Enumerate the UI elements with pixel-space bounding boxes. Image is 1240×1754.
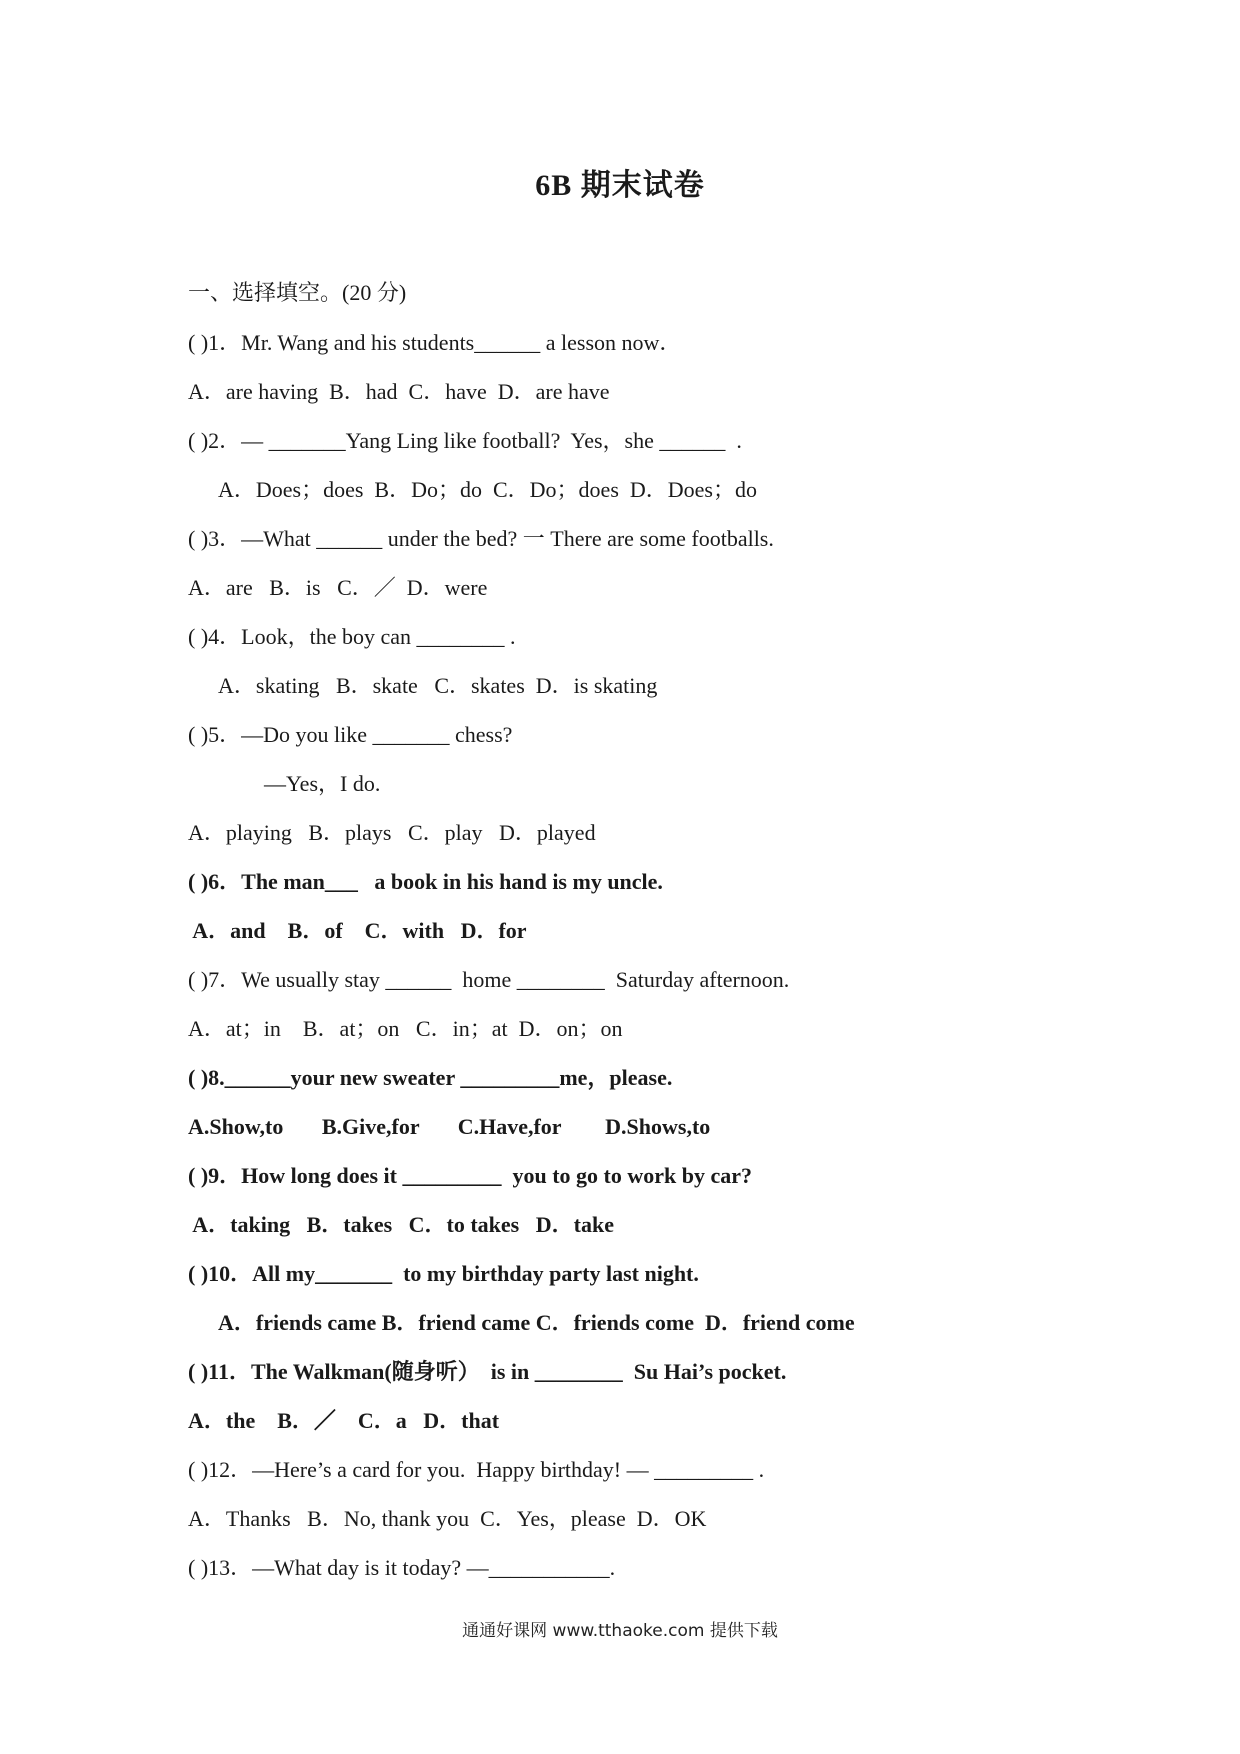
section-heading: 一、选择填空。(20 分)	[188, 280, 407, 305]
exam-content	[188, 268, 1168, 1592]
footer-text: 通通好课网 www.tthaoke.com 提供下载	[462, 1621, 778, 1641]
question-line: ( )2．— _______Yang Ling like football? Yes，she ______ .	[188, 428, 742, 453]
question-line: A．Does；does B．Do；do C．Do；does D．Does；do	[218, 477, 757, 502]
question-line: A．playing B．plays C．play D．played	[188, 820, 596, 845]
question-line: A．the B．／ C．a D．that	[188, 1408, 500, 1433]
page-title: 6B 期末试卷	[535, 169, 705, 202]
question-line: ( )10．All my_______ to my birthday party last night.	[188, 1261, 699, 1286]
question-line: ( )8.______your new sweater _________me，please.	[188, 1065, 673, 1090]
question-line: ( )12．—Here’s a card for you. Happy birthday! — _________ .	[188, 1457, 765, 1482]
question-line: ( )13．—What day is it today? —___________.	[188, 1555, 616, 1580]
question-line: A．are B．is C．／ D．were	[188, 575, 488, 600]
question-line: ( )4．Look，the boy can ________ .	[188, 624, 516, 649]
question-line: ( )3．—What ______ under the bed? 一 There are some footballs.	[188, 526, 774, 551]
question-line: —Yes，I do.	[264, 771, 381, 796]
question-line: A．and B．of C．with D．for	[188, 918, 527, 943]
question-line: ( )5．—Do you like _______ chess?	[188, 722, 513, 747]
question-line: ( )9．How long does it _________ you to go to work by car?	[188, 1163, 753, 1188]
question-line: A．skating B．skate C．skates D．is skating	[218, 673, 658, 698]
question-line: ( )11．The Walkman(随身听） is in ________ Su Hai’s pocket.	[188, 1359, 787, 1384]
question-line: A．taking B．takes C．to takes D．take	[188, 1212, 614, 1237]
question-line: A．Thanks B．No, thank you C．Yes，please D．OK	[188, 1506, 707, 1531]
question-line: ( )1．Mr. Wang and his students______ a lesson now．	[188, 330, 682, 355]
question-line: A.Show,to B.Give,for C.Have,for D.Shows,to	[188, 1114, 711, 1139]
question-line: A．are having B．had C．have D．are have	[188, 379, 610, 404]
question-line: ( )7．We usually stay ______ home ________ Saturday afternoon.	[188, 967, 790, 992]
question-line: A．friends came B．friend came C．friends come D．friend come	[218, 1310, 855, 1335]
question-list	[188, 318, 1168, 1592]
question-line: ( )6．The man___ a book in his hand is my uncle.	[188, 869, 663, 894]
question-line: A．at；in B．at；on C．in；at D．on；on	[188, 1016, 623, 1041]
